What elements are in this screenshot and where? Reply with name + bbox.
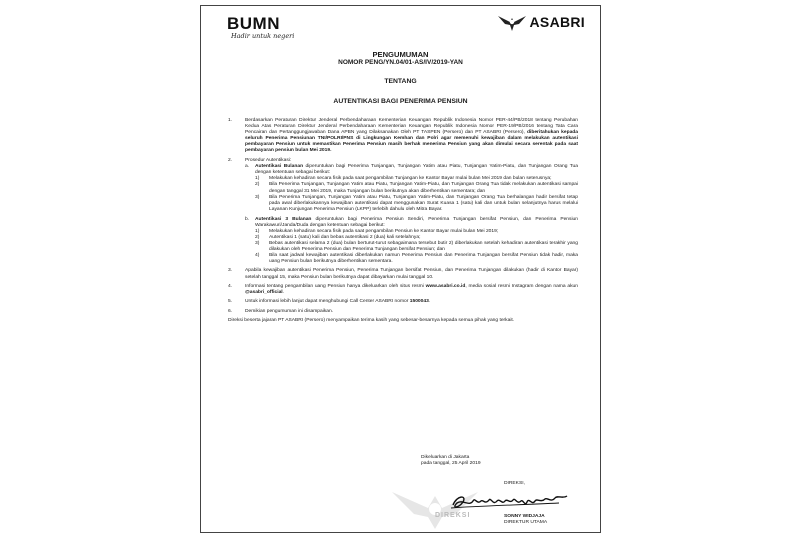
bumn-tagline: Hadir untuk negeri [231, 32, 295, 40]
sub-item-bold: Autentikasi Bulanan [255, 164, 304, 170]
point-number: 1) [255, 176, 260, 182]
call-center-number: 1500043 [409, 299, 429, 305]
list-item [228, 268, 578, 280]
handwritten-signature [447, 491, 572, 513]
item-text: . [282, 289, 285, 295]
point-text: Melakukan kehadiran secara fisik pada saat pengambilan Pensiun ke Kantor Bayar mulai bulan Mei 2019; [269, 228, 499, 234]
list-item [228, 299, 578, 305]
asabri-logo [497, 12, 585, 32]
point-text: Bila Penerima Tunjangan, Tunjangan Yatim atau Piatu, Tunjangan Yatim-Piatu, dan Tunjangan Orang Tua tidak melakukan autentikasi sampai dengan tanggal 31 Mei 2019, maka Tunjangan bulan berikutnya akan diberhentikan sementara; dan [269, 182, 578, 194]
sub-item-letter: b. [245, 216, 250, 222]
announcement-heading: PENGUMUMAN [372, 50, 429, 59]
tentang-label: TENTANG [384, 78, 417, 85]
item-text: Untuk informasi lebih lanjut dapat menghubungi Call Center ASABRI nomor [245, 299, 410, 305]
signer-block [504, 514, 547, 526]
sub-item [245, 217, 578, 265]
item-bold-text: diberitahukan kepada seluruh Penerima Pensiunan TNI/POLRI/PNS di Lingkungan Kemhan dan Polri agar memenuhi kewajiban dalam melakukan autentikasi pembayaran Pensiun untuk memastikan Penerima Pensiun masih berhak menerima Pensiun yang akan dimulai secara serentak pada saat pembayaran pensiun bulan Mei 2019. [245, 130, 578, 154]
item-number: 3. [228, 268, 233, 274]
bumn-logo-word: BUMN [227, 14, 280, 33]
item-text: Informasi tentang pengambilan uang Pensiun hanya dikeluarkan oleh situs resmi [245, 283, 426, 289]
instagram-account[interactable]: @asabri_official [245, 289, 283, 295]
sub-item-bold: Autentikasi 3 Bulanan [255, 216, 312, 222]
point-text: Bila saat jadwal kewajiban autentikasi diberlakukan namun Penerima Pensiun dan Penerima Tunjangan bersifat Pensiun tidak hadir, maka uang Pensiun bulan berikutnya diberhentikan sementara. [269, 252, 578, 265]
issue-place: Dikeluarkan di Jakarta [421, 455, 470, 460]
website-link[interactable]: www.asabri.co.id [425, 283, 466, 289]
sub-item-letter: a. [245, 164, 250, 170]
item-text: Demikian pengumuman ini disampaikan. [245, 308, 334, 314]
issue-info [421, 455, 481, 467]
point-text: Autentikasi 1 (satu) kali dan bebas autentikasi 2 (dua) kali setelahnya; [269, 234, 421, 240]
item-text: , media sosial resmi Instagram dengan nama akun [465, 283, 578, 289]
asabri-logo-word: ASABRI [529, 14, 585, 30]
item-text: . [428, 299, 431, 305]
item-number: 4. [228, 283, 233, 289]
item-number: 5. [228, 299, 233, 305]
announcement-sheet [200, 5, 601, 533]
closing-paragraph: Direksi beserta jajaran PT ASABRI (Persero) menyampaikan terima kasih yang sebesar-besarnya kepada semua pihak yang terkait. [228, 318, 515, 324]
announcement-subject: AUTENTIKASI BAGI PENERIMA PENSIUN [333, 98, 468, 105]
point-number: 2) [255, 234, 260, 240]
point-text: Bebas autentikasi selama 2 (dua) bulan berturut-turut sebagaimana tersebut butir 2) diberlakukan setelah kehadiran autentikasi terakhir yang dilakukan oleh Penerima Pensiun dan Penerima Tunjangan bersifat Pensiun; dan [269, 240, 578, 252]
sub-item-text: diperuntukan bagi Penerima Tunjangan, Tunjangan Yatim atau Piatu, Tunjangan Yatim-Piatu, dan Tunjangan Orang Tua dengan ketentuan sebagai berikut: [255, 164, 578, 176]
announcement-body [228, 118, 578, 324]
signer-name: SONNY WIDJAJA [504, 514, 545, 519]
item-number: 1. [228, 118, 233, 123]
item-text: Berdasarkan Peraturan Direktur Jenderal Perbendaharaan Kementerian Keuangan Republik Indonesia Nomor PER-44/PB/2018 tentang Perubahan Kedua Atas Peraturan Direktur Jenderal Perbendaharaan Kementerian Keuangan Republik Indonesia Nomor PER-19/PB/2016 tentang Tata Cara Pencairan dan Pertanggungjawaban Dana APBN yang Dilaksanakan Oleh PT TASPEN (Persero) dan PT ASABRI (Persero), [245, 118, 578, 136]
signer-position: DIREKTUR UTAMA [504, 520, 548, 525]
item-number: 2. [228, 157, 233, 163]
point-number: 3) [255, 240, 260, 246]
list-item [228, 309, 578, 315]
item-text: Prosedur Autentikasi: [245, 157, 292, 163]
point-number: 4) [255, 252, 260, 258]
point-number: 1) [255, 228, 260, 234]
point [255, 253, 578, 265]
direksi-label: DIREKSI, [504, 481, 525, 486]
point-text: Bila Penerima Tunjangan, Tunjangan Yatim atau Piatu, Tunjangan Yatim-Piatu, dan Tunjangan Orang Tua berhalangan hadir bersifat tetap pada awal diberlakukannya kewajiban autentikasi dapat menggunakan Surat Kuasa 1 (satu) kali dan untuk bulan selanjutnya harus melalui Layanan Kunjungan Penerima Pensiun (LKPP) terlebih dahulu oleh Mitra Bayar. [269, 194, 578, 212]
point [255, 182, 578, 194]
item-text: Apabila kewajiban autentikasi Penerima Pensiun, Penerima Tunjangan bersifat Pensiun, dan Penerima Tunjangan dilakukan (hadir di Kantor Bayar) setelah tanggal 15, maka Pensiun bulan berikutnya dapat dibayarkan mulai tanggal 10. [245, 268, 578, 280]
issue-date: pada tanggal, 25 April 2019 [421, 461, 481, 467]
point [255, 195, 578, 213]
bumn-logo [227, 15, 294, 40]
point [255, 241, 578, 253]
list-item [228, 118, 578, 154]
announcement-number: NOMOR PENG/YN.04/01-AS/IV/2019-YAN [338, 59, 463, 66]
asabri-emblem-icon [497, 12, 527, 32]
point-number: 2) [255, 182, 260, 188]
list-item [228, 158, 578, 265]
sub-item-text: diperuntukan bagi Penerima Pensiun Sendiri, Penerima Tunjangan bersifat Pensiun, dan Penerima Pensiun Warakawuri/Janda/Duda dengan ketentuan sebagai berikut: [255, 216, 578, 228]
point-text: Melakukan kehadiran secara fisik pada saat pengambilan Tunjangan ke Kantor Bayar mulai bulan Mei 2019 dan bulan seterusnya; [269, 176, 552, 182]
item-number: 6. [228, 308, 233, 314]
list-item [228, 284, 578, 296]
sub-item [245, 164, 578, 212]
watermark-text: DIREKSI [435, 512, 471, 519]
point-number: 3) [255, 194, 260, 200]
